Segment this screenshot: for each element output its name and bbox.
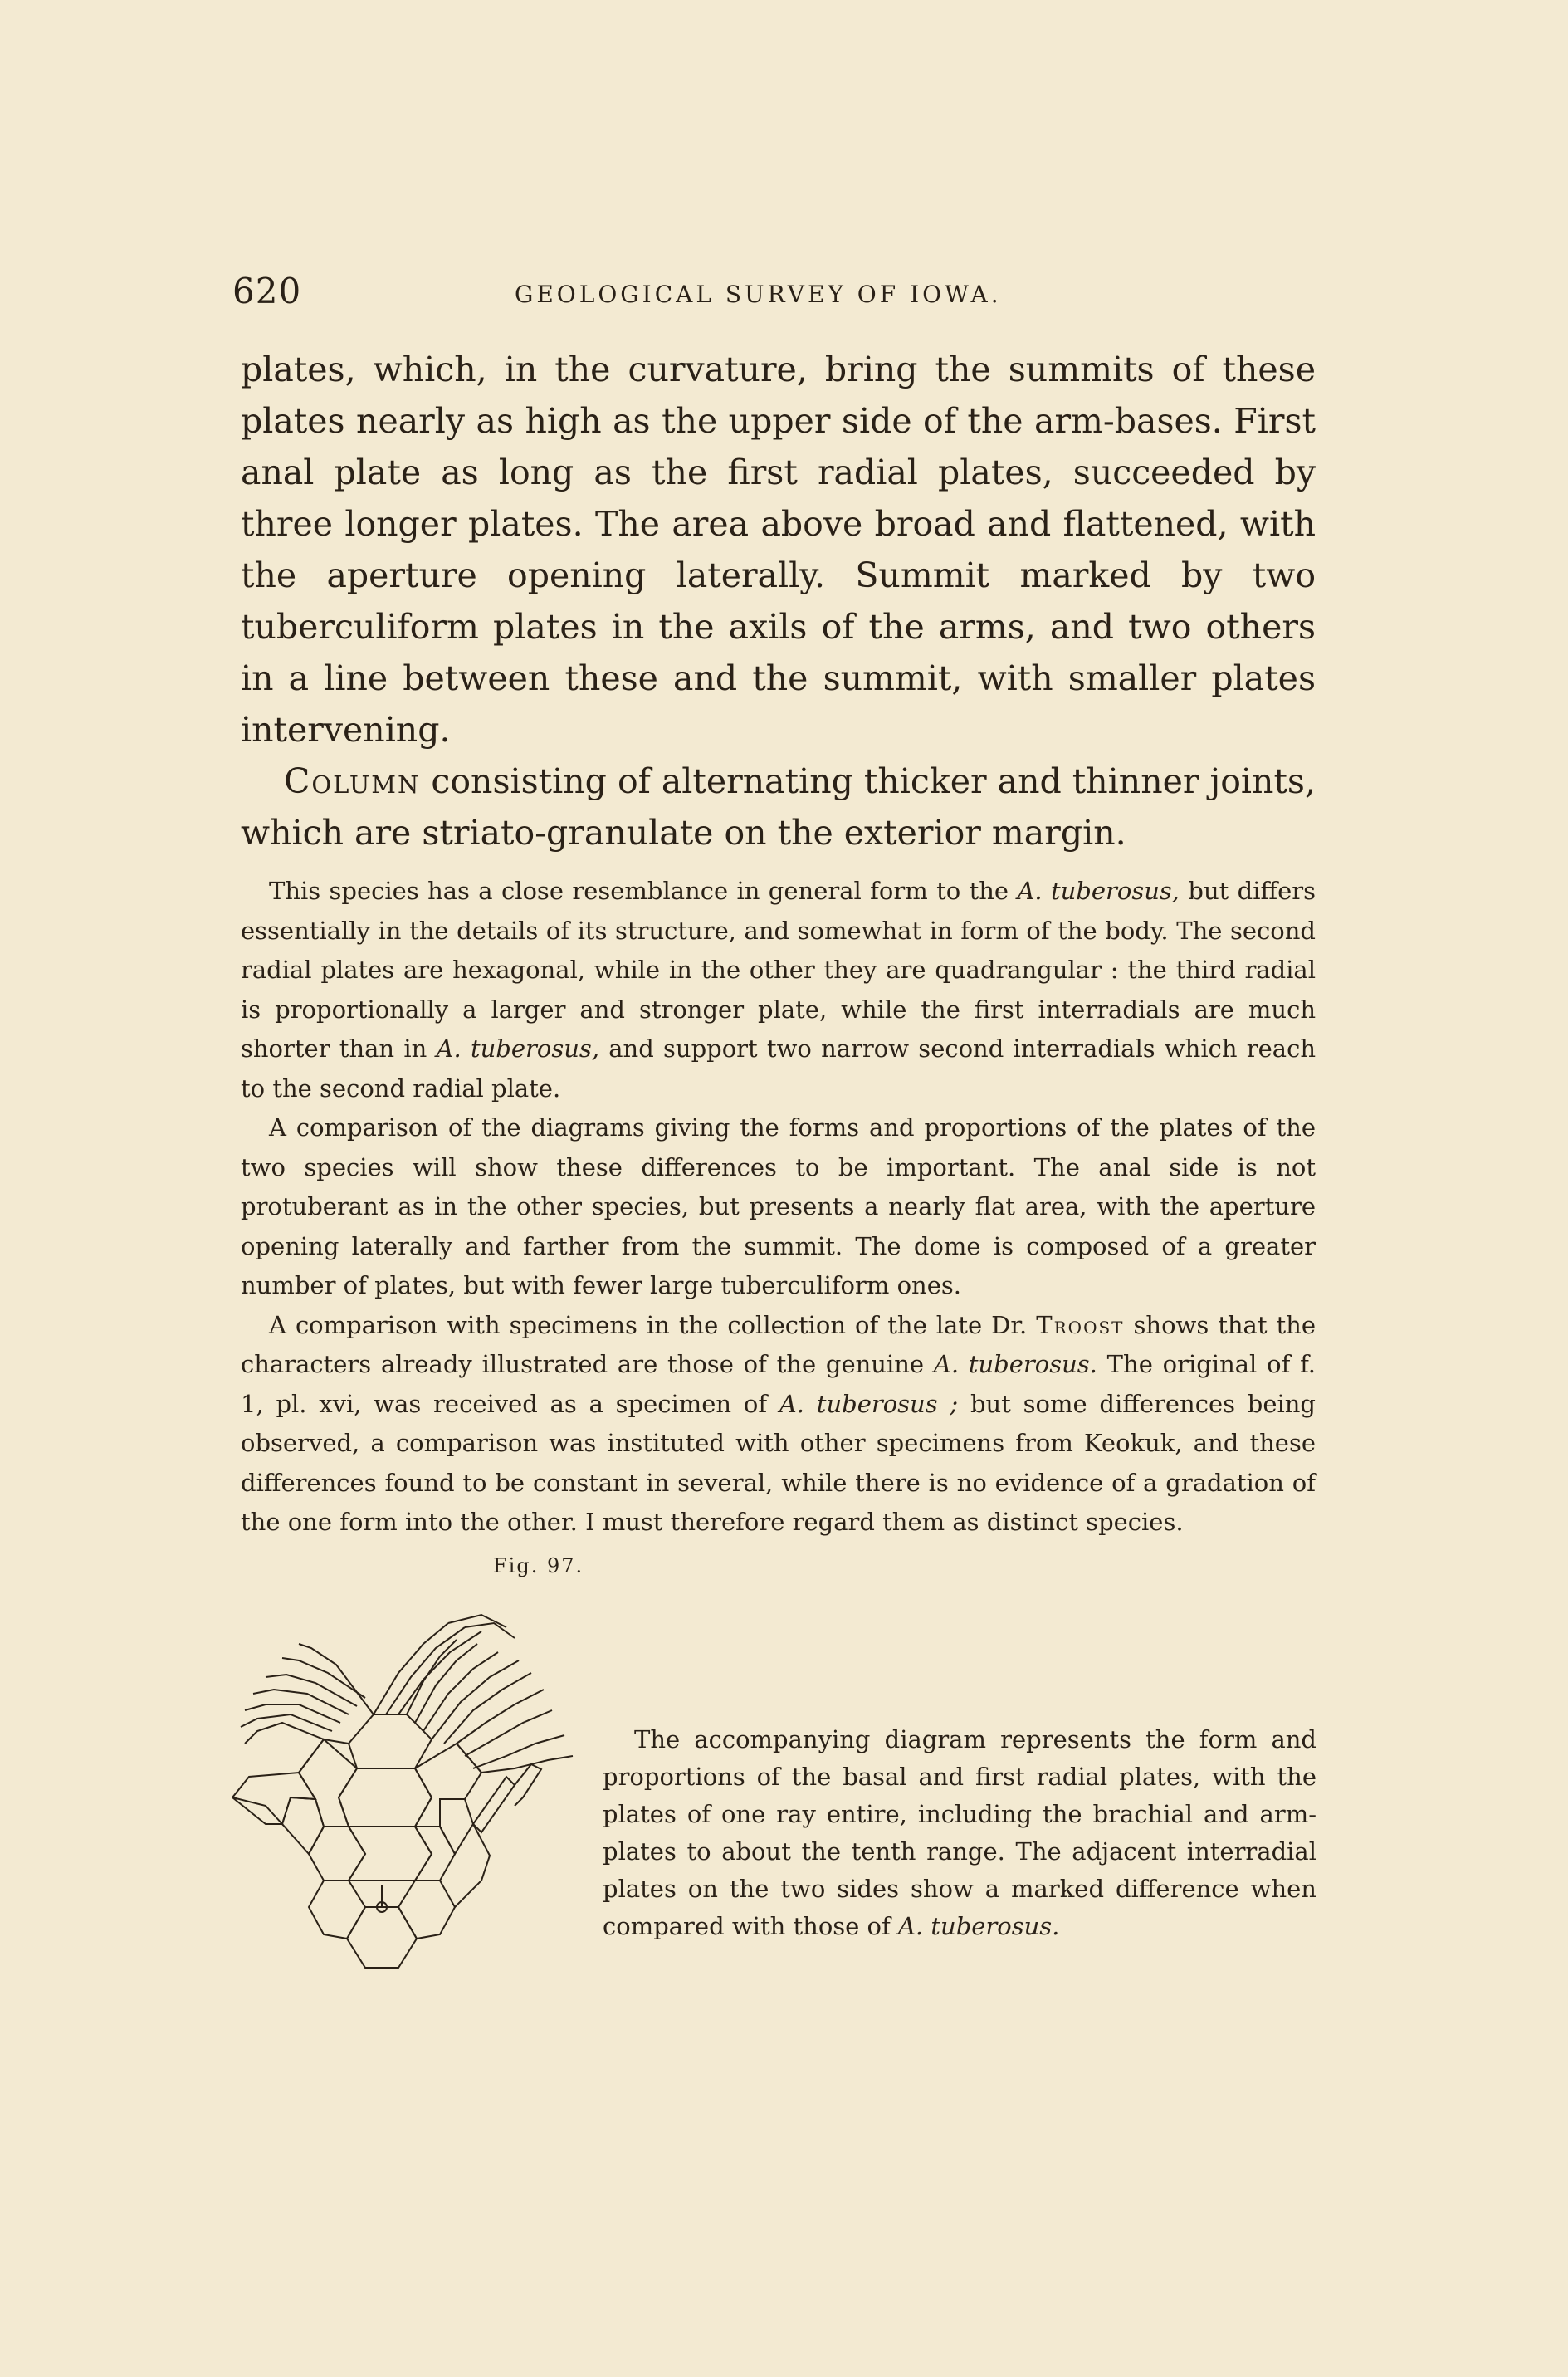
description-text <box>241 344 1316 858</box>
figure-caption <box>603 1721 1316 1945</box>
page-number: 620 <box>232 271 302 311</box>
radial-plate <box>440 1799 473 1854</box>
basal-plate <box>398 1881 455 1939</box>
caption-paragraph <box>603 1721 1316 1945</box>
plate-diagram-drawing <box>232 1607 598 1980</box>
basal-plate <box>309 1881 365 1939</box>
remarks-text-run: A comparison with specimens in the collection of the late Dr. <box>269 1310 1037 1339</box>
remarks-text-run: The original of f. 1, pl. xvi, was received as a specimen of <box>241 1350 1316 1418</box>
interradial-plate <box>415 1744 481 1827</box>
remarks-paragraph-3 <box>241 1306 1316 1543</box>
radial-plate <box>309 1827 365 1881</box>
remarks-text-run: but some differences being observed, a comparison was instituted with other specimens from Keokuk, and these differences found to be constant in several, while there is no evidence of a gradation of the one form into the other. I must therefore regard them as distinct species. <box>241 1389 1316 1536</box>
running-head: GEOLOGICAL SURVEY OF IOWA. <box>515 281 1002 308</box>
remarks-text <box>241 872 1316 1543</box>
species-name: A. tuberosus. <box>897 1912 1060 1940</box>
radial-plate <box>349 1714 432 1768</box>
species-name: A. tuberosus, <box>436 1034 599 1063</box>
species-name: A. tuberosus. <box>933 1350 1097 1378</box>
plate-diagram <box>232 1607 598 1980</box>
arm-plate <box>473 1777 515 1832</box>
caption-text: The accompanying diagram represents the form and proportions of the basal and first radial plates, with the plates of one ray entire, including the brachial and arm-plates to about the tenth range. The adjacent interradial plates on the two sides show a marked difference when compared with those of <box>603 1725 1316 1940</box>
interradial-plate <box>232 1773 315 1824</box>
column-label: Column <box>284 761 421 801</box>
interradial-plate <box>299 1739 357 1827</box>
column-text: consisting of alternating thicker and thinner joints, which are striato-granulate on the exterior margin. <box>241 761 1316 853</box>
person-name: Troost <box>1036 1310 1125 1339</box>
figure-label: Fig. 97. <box>493 1554 584 1577</box>
species-name: A. tuberosus ; <box>779 1389 959 1418</box>
description-paragraph: plates, which, in the curvature, bring the summits of these plates nearly as high as the upper side of the arm-bases. First anal plate as long as the first radial plates, succeeded by three longer plates. The area above broad and flattened, with the aperture opening laterally. Summit marked by two tuberculiform plates in the axils of the arms, and two others in a line between these and the summit, with smaller plates intervening. <box>241 350 1316 750</box>
remarks-text-run: shows that the characters already illustrated are those of the genuine <box>241 1310 1316 1378</box>
radial-plate <box>339 1768 432 1827</box>
remarks-text-run: but differs essentially in the details of its structure, and somewhat in form of the body. The second radial plates are hexagonal, while in the other they are quadrangular : the third radial is proportionally a larger and stronger plate, while the first interradials are much shorter than in <box>241 877 1316 1063</box>
remarks-text-run: This species has a close resemblance in general form to the <box>269 877 1018 905</box>
remarks-paragraph-2: A comparison of the diagrams giving the forms and proportions of the plates of the two species will show these differences to be important. The anal side is not protuberant as in the other species, but presents a nearly flat area, with the aperture opening laterally and farther from the summit. The dome is composed of a greater number of plates, but with fewer large tuberculiform ones. <box>241 1113 1316 1299</box>
radial-plate <box>415 1827 455 1881</box>
remarks-paragraph-1 <box>241 872 1316 1108</box>
species-name: A. tuberosus, <box>1017 877 1180 905</box>
page-header <box>232 271 1320 312</box>
basal-plate <box>347 1907 417 1968</box>
column-paragraph <box>241 756 1316 858</box>
remarks-text-run: and support two narrow second interradials which reach to the second radial plate. <box>241 1034 1316 1103</box>
